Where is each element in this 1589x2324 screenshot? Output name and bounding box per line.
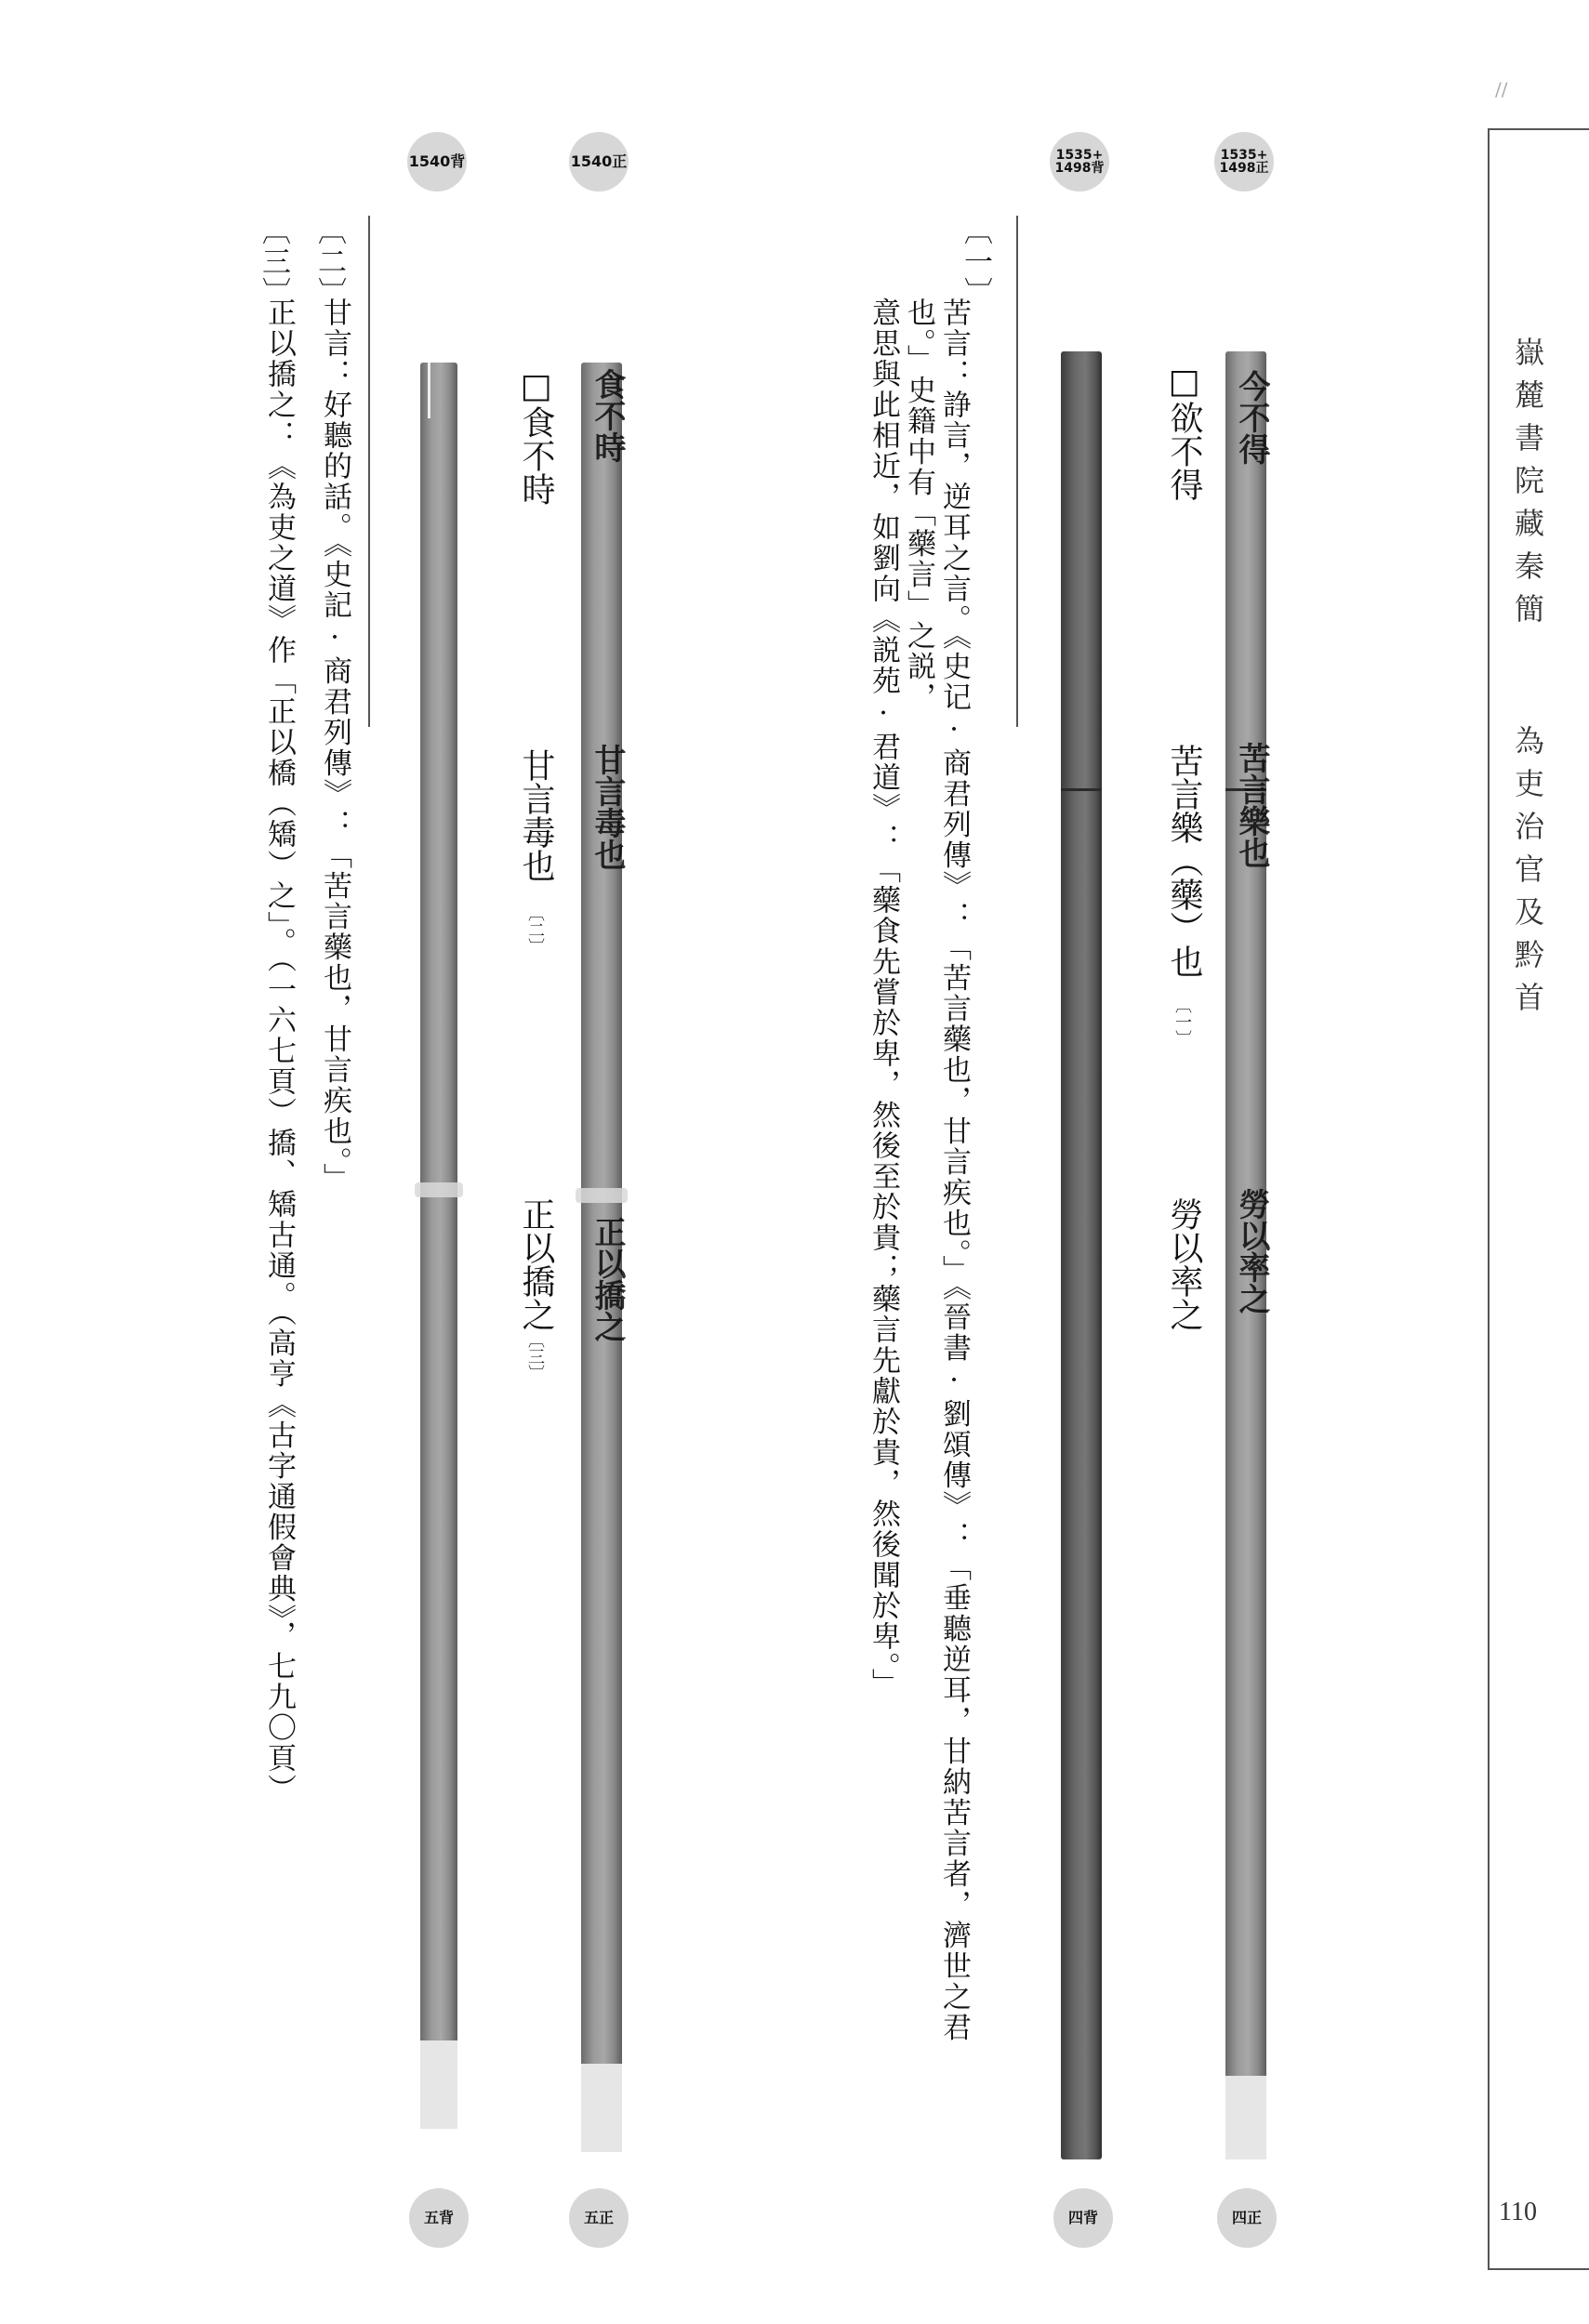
page-number: 110 [1499, 2198, 1537, 2226]
slip-label-1535-1498-front: 1535+ 1498正 [1214, 132, 1274, 191]
note-2-line-1: 甘言：好聽的話。《史記·商君列傳》：「苦言藥也，甘言疾也。」 [318, 297, 351, 1194]
slip-4-transcription-2: 苦言樂（藥）也 [1165, 744, 1203, 978]
slip-number-4-front: 四正 [1217, 2188, 1277, 2248]
slip-5-transcription-2: 甘言毒也 [517, 748, 555, 882]
note-3-line-1: 正以撟之：《為吏之道》作「正以橋（矯）之」。（一六七頁）撟、矯古通。（高亨《古字通假會典》，七九〇頁） [262, 297, 296, 1804]
slip-4-front-ink-2: 苦言樂也 [1233, 742, 1270, 868]
note-3-text [256, 297, 297, 2064]
slip-4-transcription-3: 勞以率之 [1165, 1197, 1203, 1331]
slip-label-1535-1498-back: 1535+ 1498背 [1050, 132, 1109, 191]
bamboo-slip-4-back [1061, 351, 1102, 2159]
note-1-line-1: 苦言：諍言，逆耳之言。《史记·商君列傳》：「苦言藥也，甘言疾也。」《晉書·劉頌傳》：「垂聽逆耳，甘納苦言者，濟世之君也。」史籍中有「藥言」之説， [902, 297, 971, 2043]
note-1-text [867, 297, 972, 2092]
corner-mark: // [1495, 78, 1508, 100]
slip-5-front-ink-3: 正以撟之 [589, 1216, 626, 1342]
slip-4-front-ink-1: 今不得 [1233, 370, 1270, 465]
slip-5-transcription-1: □食不時 [517, 367, 555, 506]
note-1-marker: 〔一〕 [959, 216, 992, 308]
bamboo-slip-5-back [420, 363, 457, 2129]
slip-5-front-ink-2: 甘言毒也 [589, 744, 626, 870]
slip-number-5-front: 五正 [569, 2188, 629, 2248]
slip-label-1540-back: 1540背 [407, 132, 467, 191]
bamboo-slip-4-front [1225, 351, 1270, 2159]
slip-number-5-back: 五背 [409, 2188, 469, 2248]
slip-label-1540-front: 1540正 [569, 132, 629, 191]
note-1-line-2: 意思與此相近，如劉向《説苑·君道》：「藥食先嘗於卑，然後至於貴；藥言先獻於貴，然後聞於卑。」 [867, 297, 900, 1699]
chapter-title: 為吏治官及黔首 [1510, 725, 1545, 1024]
note-2-marker: 〔二〕 [312, 216, 346, 308]
slip-5-note-marker-2: 〔二〕 [525, 905, 545, 955]
slip-5-transcription-3: 正以撟之 [517, 1197, 555, 1331]
slip-5-note-marker-3: 〔三〕 [525, 1331, 545, 1381]
bamboo-slip-5-front [581, 363, 626, 2152]
note-divider-1 [1016, 216, 1018, 727]
note-3-marker: 〔三〕 [257, 216, 290, 308]
note-divider-2 [368, 216, 370, 727]
book-title: 嶽麓書院藏秦簡 [1510, 337, 1545, 636]
slip-5-front-ink-1: 食不時 [589, 368, 626, 463]
note-2-text [311, 297, 352, 2064]
slip-4-transcription-1: □欲不得 [1165, 363, 1203, 501]
slip-number-4-back: 四背 [1053, 2188, 1113, 2248]
slip-4-note-marker-1: 〔一〕 [1172, 997, 1192, 1047]
slip-4-front-ink-3: 勞以率之 [1233, 1188, 1270, 1314]
